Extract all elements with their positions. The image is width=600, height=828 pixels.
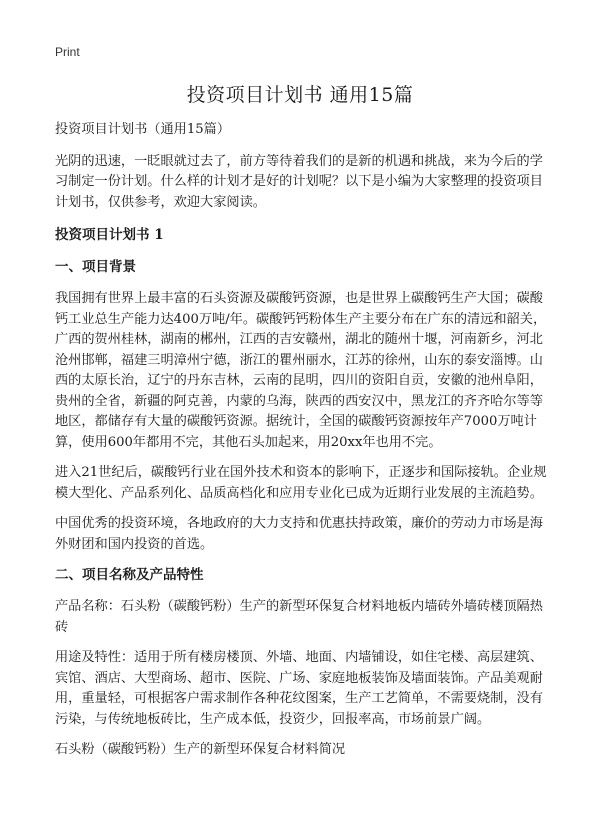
document-subtitle: 投资项目计划书（通用15篇） <box>55 122 231 137</box>
print-link[interactable]: Print <box>55 45 80 59</box>
section-1-paragraph: 中国优秀的投资环境，各地政府的大力支持和优惠扶持政策，廉价的劳动力市场是海外财团和国内投资的首选。 <box>55 516 543 552</box>
section-heading-product: 二、项目名称及产品特性 <box>55 567 204 583</box>
section-1-paragraph: 我国拥有世界上最丰富的石头资源及碳酸钙资源，也是世界上碳酸钙生产大国；碳酸钙工业总生产能力达400万吨/年。碳酸钙钙粉体生产主要分布在广东的清远和韶关，广西的贺州桂林，湖南的郴州，江西的吉安赣州，湖北的随州十堰，河南新乡，河北沧州邯郸，福建三明漳州宁德，浙江的瞿州丽水，江苏的徐州，山东的泰安淄博。山西的太原长治，辽宁的丹东吉林，云南的昆明，四川的资阳自贡，安徽的池州阜阳，贵州的全省，新疆的阿克善，内蒙的乌海，陕西的西安汉中，黑龙江的齐齐哈尔等等地区，都储存有大量的碳酸钙资源。据统计，全国的碳酸钙资源按年产7000万吨计算，使用600年都用不完，其他石头加起来，用20xx年也用不完。 <box>55 291 547 450</box>
plan-heading-1: 投资项目计划书 1 <box>55 227 164 243</box>
section-2-paragraph: 用途及特性：适用于所有楼房楼顶、外墙、地面、内墙铺设，如住宅楼、高层建筑、宾馆、酒店、大型商场、超市、医院、广场、家庭地板装饰及墙面装饰。产品美观耐用，重量轻，可根据客户需求制作各种花纹图案，生产工艺简单，不需要烧制，没有污染，与传统地板砖比，生产成本低，投资少，回报率高，市场前景广阔。 <box>55 650 543 727</box>
document-body <box>55 120 550 771</box>
section-2-paragraph: 石头粉（碳酸钙粉）生产的新型环保复合材料简况 <box>55 742 346 757</box>
section-heading-background: 一、项目背景 <box>55 259 136 275</box>
section-1-paragraph: 进入21世纪后，碳酸钙行业在国外技术和资本的影响下，正逐步和国际接轨。企业规模大型化、产品系列化、品质高档化和应用专业化已成为近期行业发展的主流趋势。 <box>55 465 547 501</box>
page-title: 投资项目计划书 通用15篇 <box>186 84 414 106</box>
intro-paragraph: 光阴的迅速，一眨眼就过去了，前方等待着我们的是新的机遇和挑战，来为今后的学习制定一份计划。什么样的计划才是好的计划呢？以下是小编为大家整理的投资项目计划书，仅供参考，欢迎大家阅读。 <box>55 153 543 210</box>
section-2-paragraph: 产品名称：石头粉（碳酸钙粉）生产的新型环保复合材料地板内墙砖外墙砖楼顶隔热砖 <box>55 599 543 635</box>
